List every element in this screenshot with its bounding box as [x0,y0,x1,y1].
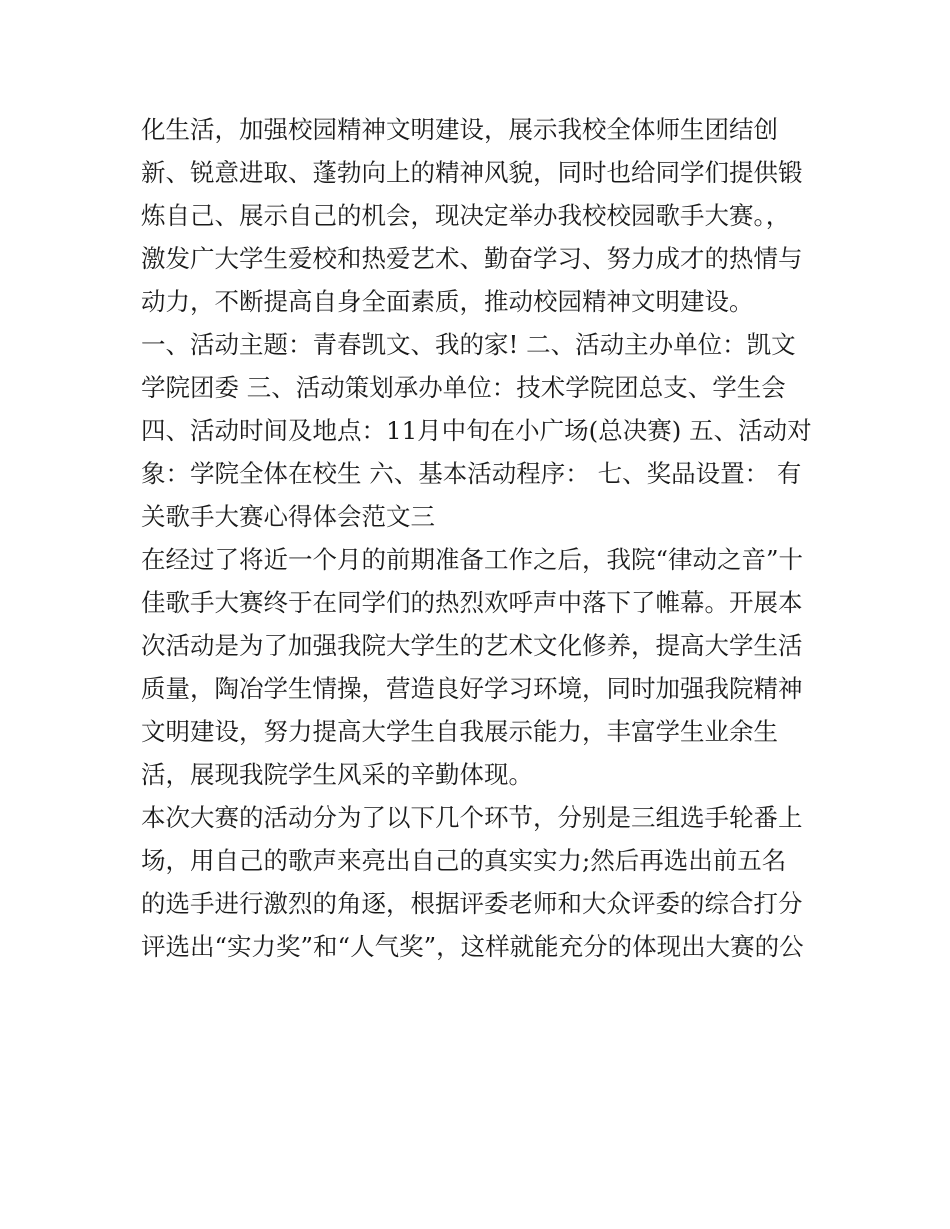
text-line: 激发广大学生爱校和热爱艺术、勤奋学习、努力成才的热情与 [141,244,803,273]
text-line: 评选出“实力奖”和“人气奖”，这样就能充分的体现出大赛的公 [141,932,804,961]
text-line: 本次大赛的活动分为了以下几个环节，分别是三组选手轮番上 [141,803,803,832]
text-line: 化生活，加强校园精神文明建设，展示我校全体师生团结创 [141,115,778,144]
text-line: 场，用自己的歌声来亮出自己的真实实力;然后再选出前五名 [141,846,787,875]
text-line: 活，展现我院学生风采的辛勤体现。 [141,760,533,789]
body-text [141,108,821,968]
text-line: 关歌手大赛心得体会范文三 [141,502,435,531]
text-line: 象：学院全体在校生 六、基本活动程序： 七、奖品设置： 有 [141,459,802,488]
text-line: 次活动是为了加强我院大学生的艺术文化修养，提高大学生活 [141,631,803,660]
text-line: 新、锐意进取、蓬勃向上的精神风貌，同时也给同学们提供锻 [141,158,803,187]
text-line: 文明建设，努力提高大学生自我展示能力，丰富学生业余生 [141,717,778,746]
text-line: 的选手进行激烈的角逐，根据评委老师和大众评委的综合打分 [141,889,803,918]
text-line: 质量，陶冶学生情操，营造良好学习环境，同时加强我院精神 [141,674,803,703]
text-line: 炼自己、展示自己的机会，现决定举办我校校园歌手大赛。， [141,201,791,230]
text-line: 四、活动时间及地点：11月中旬在小广场(总决赛) 五、活动对 [141,416,812,445]
text-line: 动力，不断提高自身全面素质，推动校园精神文明建设。 [141,287,754,316]
text-line: 一、活动主题：青春凯文、我的家! 二、活动主办单位：凯文 [141,330,796,359]
text-line: 佳歌手大赛终于在同学们的热烈欢呼声中落下了帷幕。开展本 [141,588,803,617]
text-line: 学院团委 三、活动策划承办单位：技术学院团总支、学生会 [141,373,786,402]
text-line: 在经过了将近一个月的前期准备工作之后，我院“律动之音”十 [141,545,804,574]
